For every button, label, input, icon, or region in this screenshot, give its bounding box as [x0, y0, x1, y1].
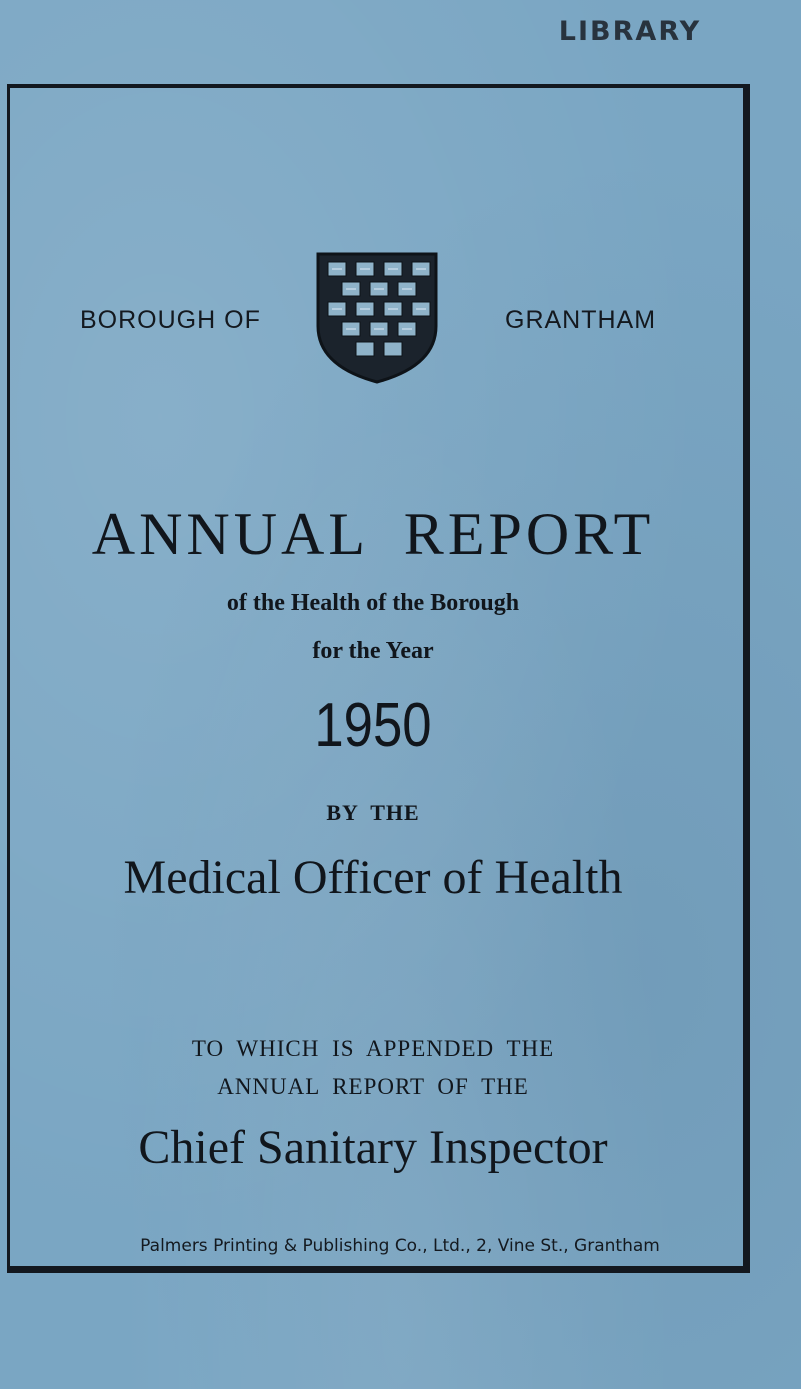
report-subtitle: of the Health of the Borough: [226, 590, 520, 616]
printer-imprint: Palmers Printing & Publishing Co., Ltd., 2, Vine St., Grantham: [140, 1236, 660, 1256]
grantham-label: GRANTHAM: [505, 306, 657, 334]
for-year-label: for the Year: [312, 638, 434, 664]
coat-of-arms-icon: [314, 248, 440, 384]
report-year: 1950: [314, 691, 432, 760]
appended-line-1: TO WHICH IS APPENDED THE: [191, 1036, 555, 1061]
appended-line-2: ANNUAL REPORT OF THE: [217, 1074, 529, 1099]
appended-author: Chief Sanitary Inspector: [138, 1121, 608, 1174]
borough-of-label: BOROUGH OF: [80, 306, 261, 334]
by-the-label: BY THE: [326, 800, 420, 825]
library-stamp: LIBRARY: [558, 16, 702, 47]
report-title: ANNUAL REPORT: [91, 501, 655, 567]
report-author: Medical Officer of Health: [123, 851, 623, 904]
borough-header: [0, 248, 801, 388]
